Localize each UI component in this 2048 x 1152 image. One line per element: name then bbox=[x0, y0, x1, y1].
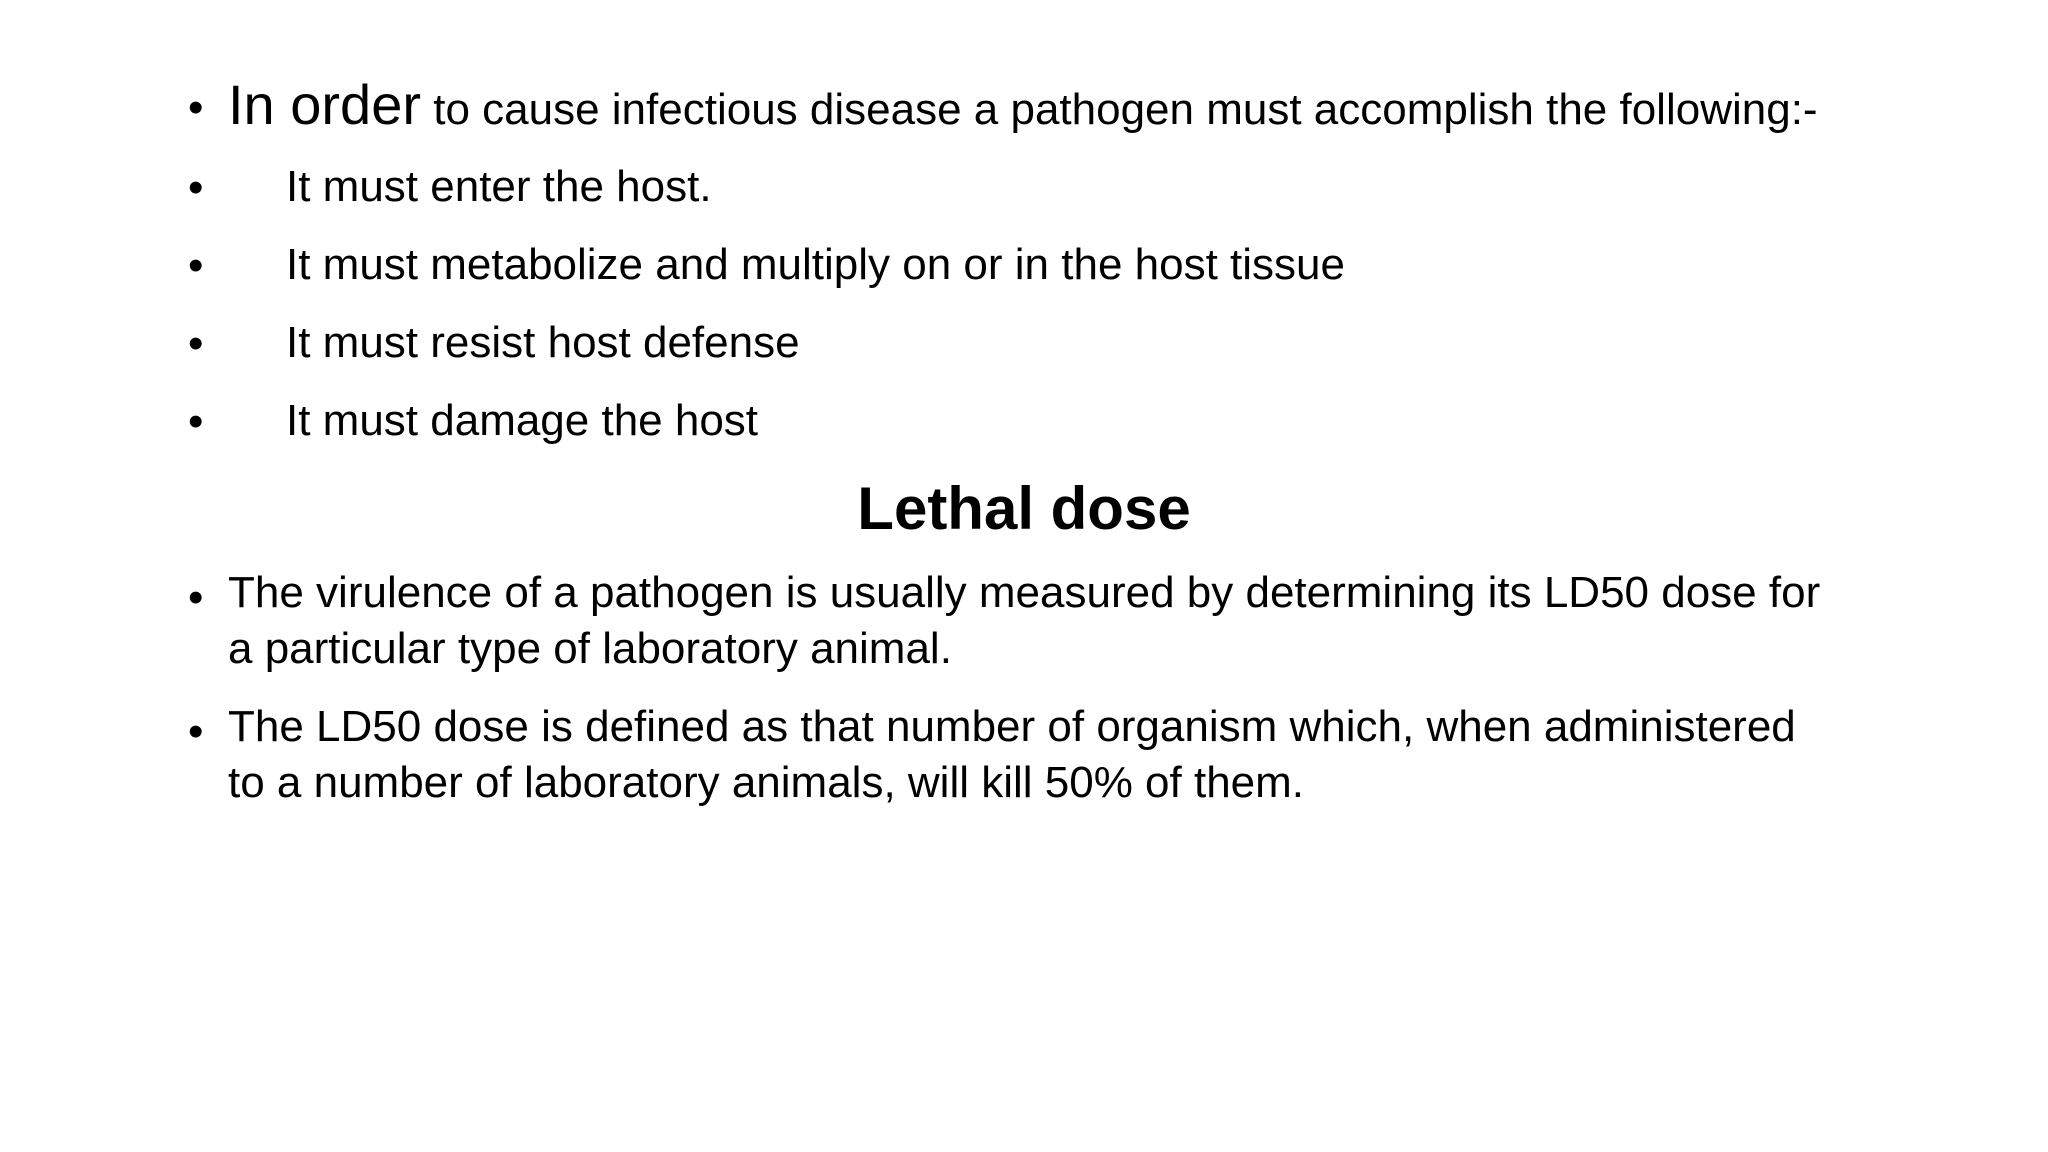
bullet-marker: • bbox=[188, 573, 204, 622]
paragraph-line: a particular type of laboratory animal. bbox=[228, 624, 952, 673]
bullet-marker: • bbox=[188, 83, 204, 132]
bullet-marker: • bbox=[188, 397, 204, 446]
intro-rest-text: to cause infectious disease a pathogen must accomplish the following:- bbox=[421, 85, 1818, 134]
requirement-item: It must metabolize and multiply on or in the host tissue bbox=[286, 240, 1345, 289]
bullet-marker: • bbox=[188, 241, 204, 290]
requirement-item: It must resist host defense bbox=[286, 318, 800, 367]
paragraph-line: to a number of laboratory animals, will kill 50% of them. bbox=[228, 758, 1305, 807]
paragraph-line: The LD50 dose is defined as that number of organism which, when administered bbox=[228, 702, 1796, 751]
intro-line bbox=[228, 72, 1818, 137]
bullet-marker: • bbox=[188, 319, 204, 368]
requirement-item: It must enter the host. bbox=[286, 162, 712, 211]
requirement-item: It must damage the host bbox=[286, 396, 759, 445]
section-heading: Lethal dose bbox=[857, 475, 1191, 542]
bullet-marker: • bbox=[188, 707, 204, 756]
paragraph-line: The virulence of a pathogen is usually measured by determining its LD50 dose for bbox=[228, 568, 1821, 617]
intro-lead-text: In order bbox=[228, 73, 421, 136]
bullet-marker: • bbox=[188, 163, 204, 212]
